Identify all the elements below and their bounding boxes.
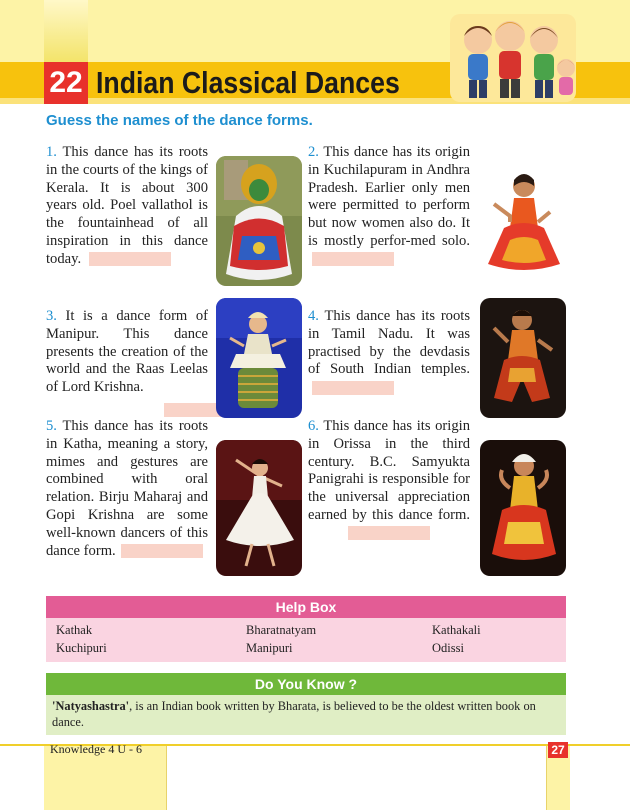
help-item: Odissi (432, 641, 464, 655)
footer-book-title: Knowledge 4 U - 6 (50, 742, 142, 756)
do-you-know-highlight: 'Natyashastra' (52, 699, 130, 713)
question-number: 4. (308, 308, 319, 324)
question-3 (46, 308, 208, 417)
odissi-photo (480, 440, 566, 576)
question-number: 6. (308, 418, 319, 434)
help-item: Kuchipuri (56, 641, 107, 655)
kids-illustration (448, 10, 578, 104)
footer-divider (166, 746, 167, 810)
question-number: 3. (46, 308, 57, 324)
answer-field-6[interactable] (348, 526, 430, 540)
question-number: 5. (46, 418, 57, 434)
chapter-number: 22 (44, 62, 88, 104)
question-5 (46, 418, 208, 560)
instructions: Guess the names of the dance forms. (46, 112, 313, 129)
question-text: This dance has its roots in the courts of the kings of Kerala. It is about 300 years old. Poel vallathol is the fountainhead of all inspiration in this dance today. (46, 144, 209, 267)
page-title: Indian Classical Dances (96, 65, 400, 100)
do-you-know-text (52, 698, 562, 730)
manipuri-photo (216, 298, 302, 418)
do-you-know-body: , is an Indian book written by Bharata, is believed to be the oldest written book on dance. (52, 699, 536, 729)
question-text: This dance has its roots in Katha, meaning a story, mimes and gestures are combined with oral relation. Birju Maharaj and Gopi Krishna are some well-known dancers of this dance form. (46, 418, 209, 559)
question-6 (308, 418, 470, 543)
bharatnatyam-photo (480, 298, 566, 418)
question-text: This dance has its origin in Orissa in the third century. B.C. Samyukta Panigrahi is responsible for the universal appreciation earned by this dance form. (308, 418, 470, 523)
question-text: This dance has its origin in Kuchilapuram in Andhra Pradesh. Earlier only men were permitted to perform but now women also do. It is mostly perfor-med solo. (308, 144, 470, 249)
help-item: Bharatnatyam (246, 623, 317, 637)
question-1 (46, 144, 208, 269)
question-4 (308, 308, 470, 397)
question-text: This dance has its roots in Tamil Nadu. It was practised by the devdasis of South Indian temples. (308, 308, 471, 378)
answer-field-4[interactable] (312, 381, 394, 395)
answer-field-2[interactable] (312, 252, 394, 266)
kathak-photo (216, 440, 302, 576)
question-text: It is a dance form of Manipur. This dance presents the creation of the world and the Raas Leelas of Lord Krishna. (46, 308, 208, 396)
kuchipudi-photo (480, 156, 566, 286)
help-box (46, 618, 566, 662)
help-item: Kathak (56, 623, 93, 637)
answer-field-5[interactable] (121, 544, 203, 558)
help-item: Kathakali (432, 623, 481, 637)
question-number: 2. (308, 144, 319, 160)
kathakali-photo (216, 156, 302, 286)
help-item: Manipuri (246, 641, 293, 655)
header-left-column (44, 0, 88, 62)
question-number: 1. (46, 144, 57, 160)
footer-divider (546, 746, 547, 810)
answer-field-1[interactable] (89, 252, 171, 266)
help-box-title: Help Box (46, 596, 566, 618)
question-2 (308, 144, 470, 269)
do-you-know-title: Do You Know ? (46, 673, 566, 695)
page-number: 27 (548, 742, 568, 758)
